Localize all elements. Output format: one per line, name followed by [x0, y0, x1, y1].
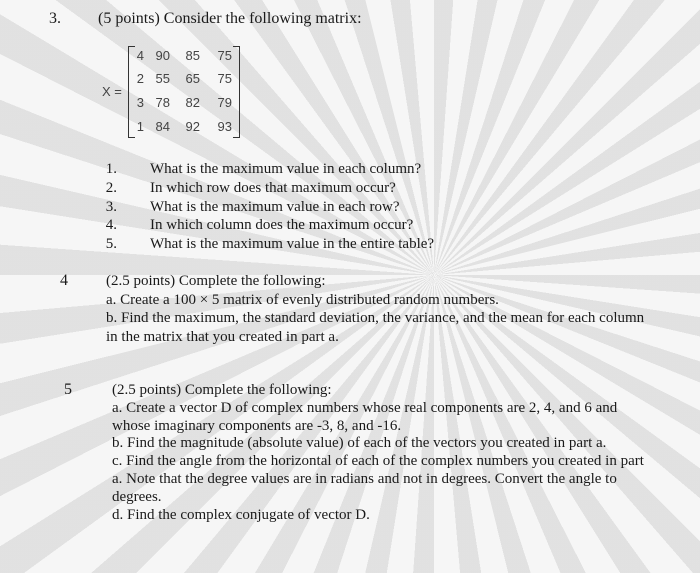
matrix-cell: 79 [217, 95, 232, 110]
list-item-number: 4. [105, 217, 117, 233]
list-item-number: 3. [105, 199, 117, 215]
matrix-cell: 82 [185, 95, 200, 110]
question-5-line: degrees. [112, 489, 162, 505]
matrix-cell: 55 [155, 71, 170, 86]
question-3-number: 3. [49, 10, 61, 27]
question-5-line: whose imaginary components are -3, 8, and -16. [112, 418, 402, 434]
list-item: In which row does that maximum occur? [150, 180, 396, 196]
list-item: What is the maximum value in the entire table? [150, 236, 435, 252]
question-5-number: 5 [64, 381, 72, 398]
matrix-row [134, 119, 234, 139]
matrix-cell: 78 [155, 95, 170, 110]
list-item: What is the maximum value in each row? [150, 199, 400, 215]
matrix-cell: 2 [136, 71, 144, 86]
matrix-right-bracket [233, 46, 240, 138]
list-item-number: 5. [105, 236, 117, 252]
matrix-row [134, 48, 234, 68]
question-5-line: c. Find the angle from the horizontal of each of the complex numbers you created in part [112, 453, 644, 469]
matrix-cell: 93 [217, 119, 232, 134]
question-5-line: a. Create a vector D of complex numbers whose real components are 2, 4, and 6 and [112, 400, 618, 416]
question-5-line: a. Note that the degree values are in radians and not in degrees. Convert the angle to [112, 471, 617, 487]
question-5-line: b. Find the magnitude (absolute value) of each of the vectors you created in part a. [112, 435, 607, 451]
question-5-heading: (2.5 points) Complete the following: [112, 382, 332, 398]
matrix-cell: 1 [136, 119, 144, 134]
matrix-cell: 4 [136, 48, 144, 63]
matrix-row [134, 71, 234, 91]
matrix-cell: 65 [185, 71, 200, 86]
question-3-heading: (5 points) Consider the following matrix: [98, 10, 362, 27]
matrix-cell: 75 [217, 48, 232, 63]
list-item: In which column does the maximum occur? [150, 217, 414, 233]
matrix-cell: 90 [155, 48, 170, 63]
question-4-line: in the matrix that you created in part a. [106, 329, 339, 345]
matrix-row [134, 95, 234, 115]
list-item: What is the maximum value in each column? [150, 161, 422, 177]
question-5-line: d. Find the complex conjugate of vector D. [112, 507, 370, 523]
matrix-label: X = [102, 84, 122, 99]
question-4-heading: (2.5 points) Complete the following: [106, 273, 326, 289]
matrix-cell: 75 [217, 71, 232, 86]
matrix-cell: 85 [185, 48, 200, 63]
matrix-cell: 3 [136, 95, 144, 110]
question-4-line: b. Find the maximum, the standard deviation, the variance, and the mean for each column [106, 310, 645, 326]
matrix-cell: 92 [185, 119, 200, 134]
question-4-number: 4 [60, 272, 68, 289]
list-item-number: 1. [105, 161, 117, 177]
question-4-line: a. Create a 100 × 5 matrix of evenly distributed random numbers. [106, 292, 499, 308]
matrix-cell: 84 [155, 119, 170, 134]
list-item-number: 2. [105, 180, 117, 196]
matrix-x [128, 46, 240, 138]
